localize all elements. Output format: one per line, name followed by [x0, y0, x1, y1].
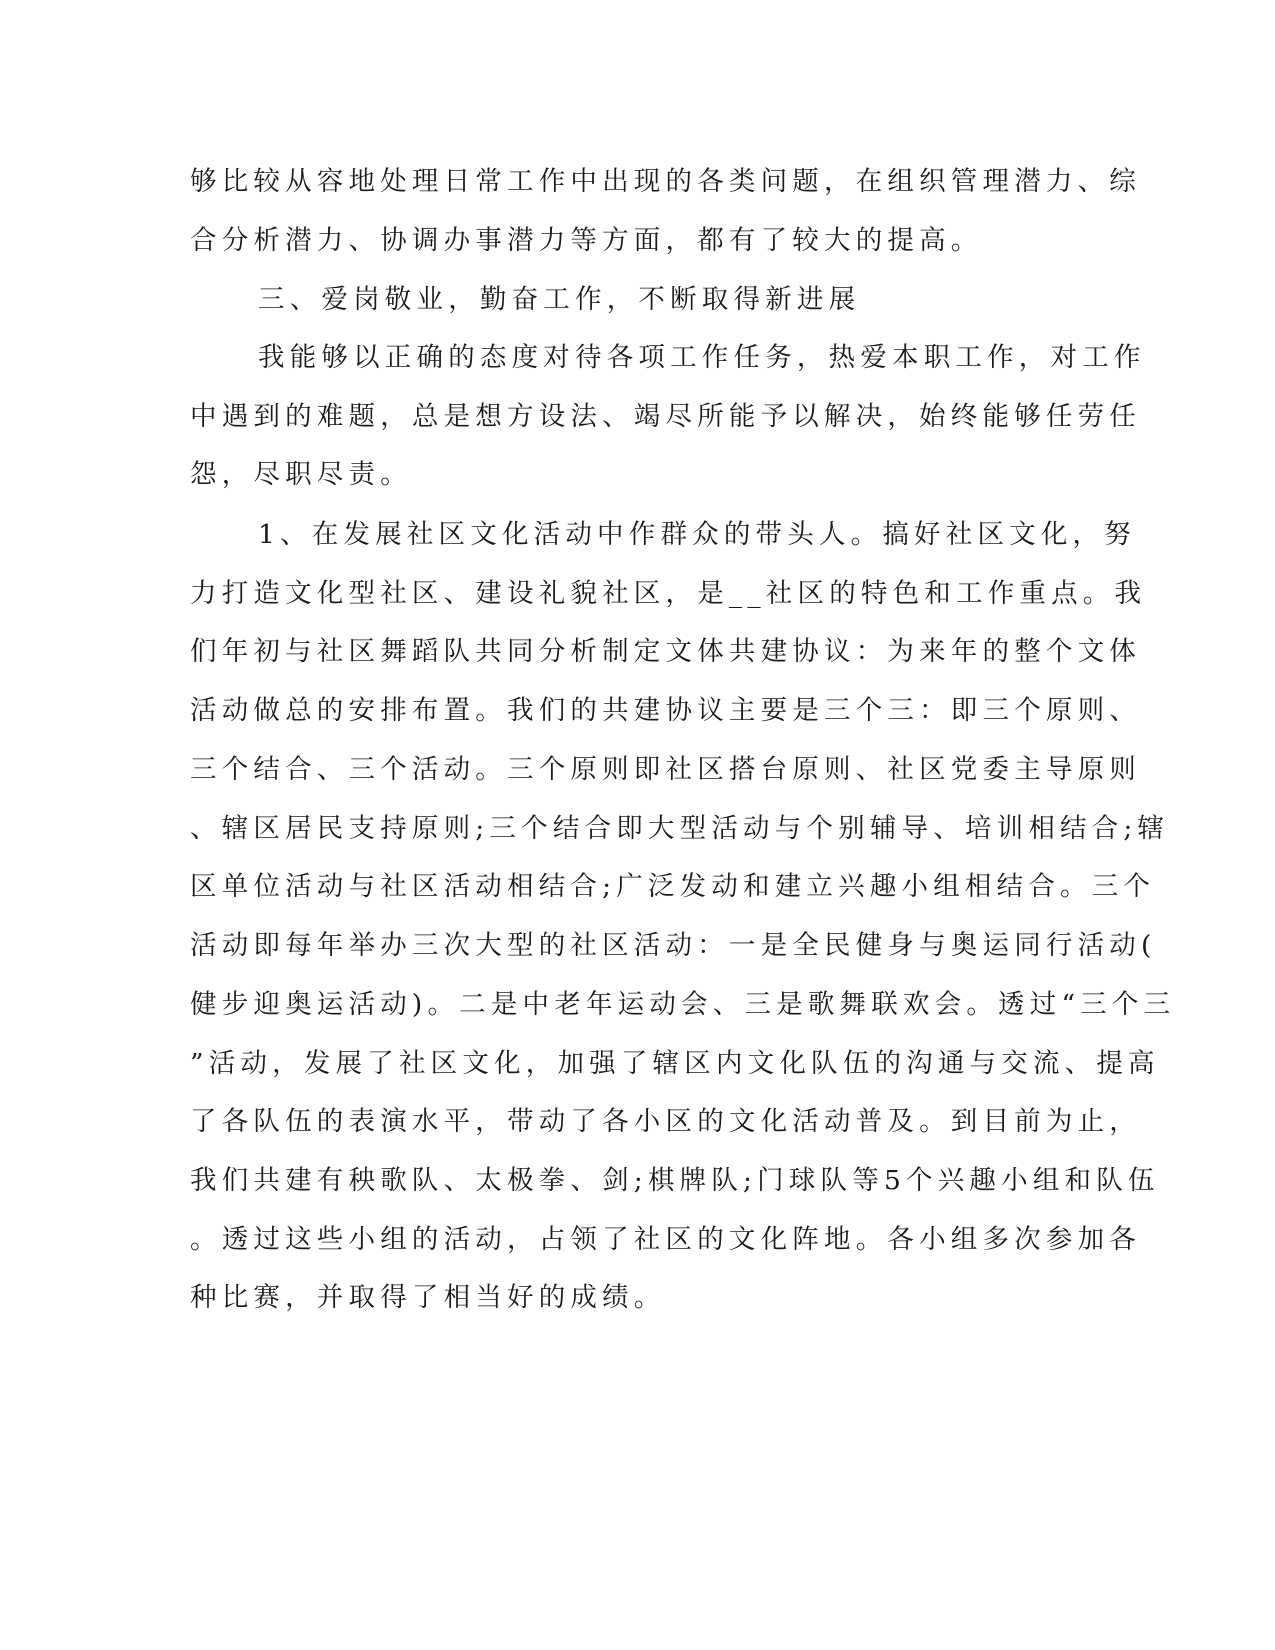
text-line: 们年初与社区舞蹈队共同分析制定文体共建协议：为来年的整个文体: [190, 636, 1141, 667]
text-line: 我能够以正确的态度对待各项工作任务，热爱本职工作，对工作: [258, 342, 1146, 373]
text-line: 了各队伍的表演水平，带动了各小区的文化活动普及。到目前为止，: [190, 1106, 1141, 1137]
text-line: 。透过这些小组的活动，占领了社区的文化阵地。各小组多次参加各: [190, 1224, 1141, 1255]
text-line: 我们共建有秧歌队、太极拳、剑;棋牌队;门球队等5个兴趣小组和队伍: [190, 1165, 1160, 1196]
text-line: 合分析潜力、协调办事潜力等方面，都有了较大的提高。: [190, 225, 983, 256]
text-line: 、辖区居民支持原则;三个结合即大型活动与个别辅导、培训相结合;辖: [190, 813, 1170, 844]
text-line: ”活动，发展了社区文化，加强了辖区内文化队伍的沟通与交流、提高: [190, 1048, 1160, 1079]
text-line: 够比较从容地处理日常工作中出现的各类问题，在组织管理潜力、综: [190, 166, 1141, 197]
section-heading: 三、爱岗敬业，勤奋工作，不断取得新进展: [258, 284, 861, 315]
text-line: 种比赛，并取得了相当好的成绩。: [190, 1282, 666, 1313]
text-line: 1、在发展社区文化活动中作群众的带头人。搞好社区文化，努: [258, 519, 1136, 550]
text-line: 力打造文化型社区、建设礼貌社区，是__社区的特色和工作重点。我: [190, 578, 1147, 609]
text-line: 健步迎奥运活动)。二是中老年运动会、三是歌舞联欢会。透过“三个三: [190, 989, 1176, 1020]
text-line: 活动即每年举办三次大型的社区活动：一是全民健身与奥运同行活动(: [190, 930, 1157, 961]
text-line: 活动做总的安排布置。我们的共建协议主要是三个三：即三个原则、: [190, 695, 1141, 726]
text-line: 区单位活动与社区活动相结合;广泛发动和建立兴趣小组相结合。三个: [190, 871, 1156, 902]
text-line: 中遇到的难题，总是想方设法、竭尽所能予以解决，始终能够任劳任: [190, 401, 1141, 432]
text-line: 三个结合、三个活动。三个原则即社区搭台原则、社区党委主导原则: [190, 754, 1141, 785]
text-line: 怨，尽职尽责。: [190, 459, 412, 490]
